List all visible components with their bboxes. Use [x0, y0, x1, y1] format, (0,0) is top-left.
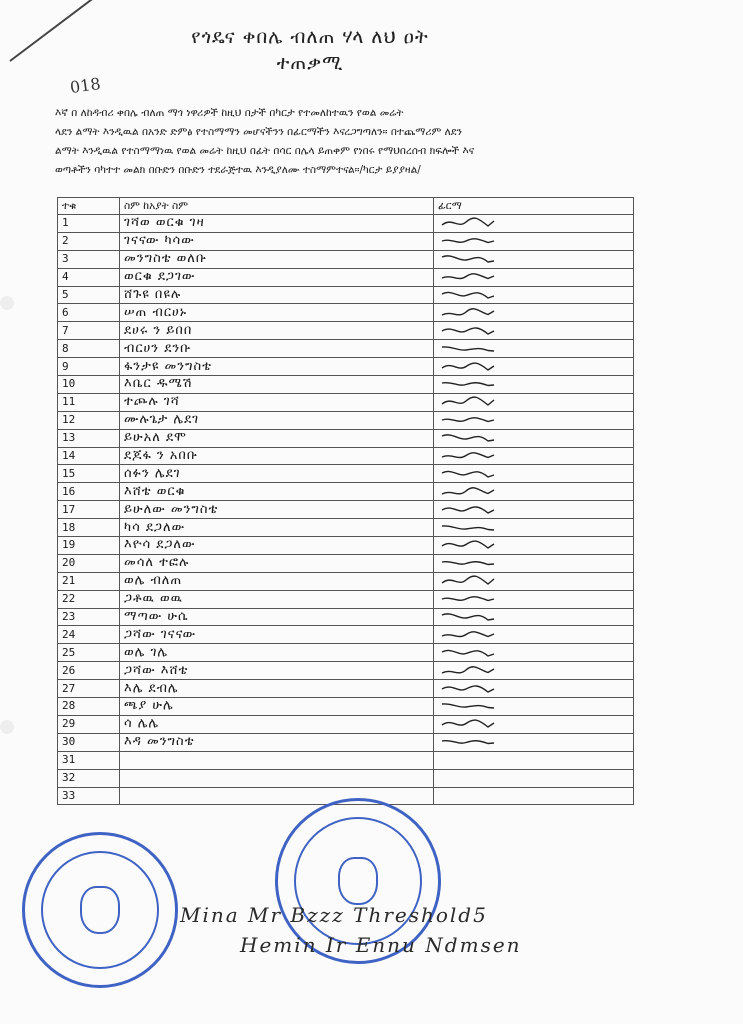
row-number: 30: [58, 733, 120, 751]
row-signature: [434, 411, 634, 429]
signature-scribble-icon: [438, 413, 498, 427]
signature-scribble-icon: [438, 324, 498, 338]
row-name: ካሳ ደጋለው: [120, 519, 434, 537]
row-number: 6: [58, 304, 120, 322]
signature-scribble-icon: [438, 699, 498, 713]
row-signature: [434, 376, 634, 394]
row-signature: [434, 626, 634, 644]
table-row: [58, 250, 634, 268]
row-signature: [434, 393, 634, 411]
row-name: ፋንታዩ መንግስቴ: [120, 358, 434, 376]
row-name: ተጮሉ ገሻ: [120, 393, 434, 411]
signature-scribble-icon: [438, 449, 498, 463]
row-number: 20: [58, 554, 120, 572]
table-row: [58, 215, 634, 233]
row-signature: [434, 465, 634, 483]
signature-scribble-icon: [438, 592, 498, 606]
row-number: 3: [58, 250, 120, 268]
signature-scribble-icon: [438, 735, 498, 749]
handwritten-line-2: Hemin Ir Ennu Ndmsen: [240, 933, 522, 957]
signature-scribble-icon: [438, 503, 498, 517]
emblem-icon: [80, 886, 120, 934]
row-signature: [434, 429, 634, 447]
signature-scribble-icon: [438, 538, 498, 552]
table-row: [58, 733, 634, 751]
table-row: [58, 411, 634, 429]
signature-scribble-icon: [438, 521, 498, 535]
header-number: ተቁ: [58, 198, 120, 215]
row-name: ሠጠ ብርሀኑ: [120, 304, 434, 322]
row-signature: [434, 322, 634, 340]
row-name: ሰፉን ሌደገ: [120, 465, 434, 483]
table-row: [58, 232, 634, 250]
signature-scribble-icon: [438, 717, 498, 731]
table-row: [58, 483, 634, 501]
row-name: ማጣው ሁሴ: [120, 608, 434, 626]
row-signature: [434, 733, 634, 751]
row-number: 1: [58, 215, 120, 233]
row-name: ሳ ሌሌ: [120, 715, 434, 733]
row-number: 21: [58, 572, 120, 590]
signature-scribble-icon: [438, 431, 498, 445]
title-line-1: የጎዴና ቀበሌ ብለጠ ሃላ ለህ ዐት: [191, 26, 429, 48]
row-number: 28: [58, 698, 120, 716]
row-signature: [434, 590, 634, 608]
official-stamp-left: [22, 832, 178, 988]
signature-scribble-icon: [438, 288, 498, 302]
table-row: [58, 322, 634, 340]
reference-number: 018: [68, 73, 102, 98]
row-number: 4: [58, 268, 120, 286]
row-number: 32: [58, 769, 120, 787]
row-number: 18: [58, 519, 120, 537]
signature-scribble-icon: [438, 216, 498, 230]
table-row: [58, 590, 634, 608]
row-name: ገሻወ ወርቁ ገዛ: [120, 215, 434, 233]
row-name: ደጆፋ ን አበቡ: [120, 447, 434, 465]
table-row: [58, 519, 634, 537]
signature-scribble-icon: [438, 377, 498, 391]
row-signature: [434, 232, 634, 250]
row-name: ጋቶዉ ወዉ: [120, 590, 434, 608]
row-number: 5: [58, 286, 120, 304]
row-name: እሸቴ ወርቁ: [120, 483, 434, 501]
row-name: ጋሻው እሸቴ: [120, 662, 434, 680]
row-signature: [434, 644, 634, 662]
row-name: ገናናው ካሳው: [120, 232, 434, 250]
signature-scribble-icon: [438, 360, 498, 374]
row-number: 26: [58, 662, 120, 680]
table-row: [58, 626, 634, 644]
table-row: [58, 447, 634, 465]
row-name: ጫያ ሁሌ: [120, 698, 434, 716]
row-signature: [434, 751, 634, 769]
row-number: 2: [58, 232, 120, 250]
row-signature: [434, 554, 634, 572]
row-number: 27: [58, 680, 120, 698]
row-number: 33: [58, 787, 120, 805]
row-name: ወሌ ገሌ: [120, 644, 434, 662]
table-row: [58, 376, 634, 394]
row-name: ብርሀን ደንቡ: [120, 340, 434, 358]
punch-hole: [0, 720, 14, 734]
row-number: 8: [58, 340, 120, 358]
row-name: እሌ ደብሌ: [120, 680, 434, 698]
row-number: 16: [58, 483, 120, 501]
signature-scribble-icon: [438, 467, 498, 481]
signature-scribble-icon: [438, 646, 498, 660]
intro-line: ላደን ልማት እንዲዉል በአንድ ድምፅ የተስማማን መሆናችንን በፊርማችን እናረጋግጣለን። በተጨማሪም ለደን: [55, 126, 463, 138]
table-row: [58, 358, 634, 376]
row-name: እዮሳ ደጋለው: [120, 537, 434, 555]
intro-line: እኛ በ ለከዳብሪ ቀበሌ ብለጠ ማጎ ነዋሪዎች ከዚህ በታች በካርታ የተመለከተዉን የወል መሬት: [55, 107, 404, 119]
row-name: ደሀሩ ን ይበበ: [120, 322, 434, 340]
row-number: 22: [58, 590, 120, 608]
punch-hole: [0, 296, 14, 310]
signature-scribble-icon: [438, 664, 498, 678]
row-number: 13: [58, 429, 120, 447]
signature-scribble-icon: [438, 628, 498, 642]
table-row: [58, 501, 634, 519]
handwritten-line-1: Mina Mr Bzzz Threshold5: [180, 903, 488, 927]
table-row: [58, 715, 634, 733]
row-name: ወርቁ ደጋገው: [120, 268, 434, 286]
table-row: [58, 465, 634, 483]
table-row: [58, 554, 634, 572]
intro-paragraph: [55, 104, 645, 180]
table-row: [58, 537, 634, 555]
row-signature: [434, 215, 634, 233]
table-row: [58, 393, 634, 411]
row-name: ወሌ ብለጠ: [120, 572, 434, 590]
row-signature: [434, 358, 634, 376]
row-name: [120, 751, 434, 769]
row-number: 14: [58, 447, 120, 465]
row-number: 12: [58, 411, 120, 429]
table-row: [58, 268, 634, 286]
row-signature: [434, 787, 634, 805]
row-name: ጋሻው ገናናው: [120, 626, 434, 644]
title-line-2: ተጠቃሚ: [276, 52, 344, 74]
row-signature: [434, 680, 634, 698]
table-header-row: [58, 198, 634, 215]
table-row: [58, 751, 634, 769]
row-signature: [434, 268, 634, 286]
row-signature: [434, 483, 634, 501]
row-name: ይሁአለ ደሞ: [120, 429, 434, 447]
document-title: [140, 24, 480, 76]
table-row: [58, 698, 634, 716]
row-number: 24: [58, 626, 120, 644]
row-signature: [434, 608, 634, 626]
row-signature: [434, 304, 634, 322]
signature-scribble-icon: [438, 556, 498, 570]
table-row: [58, 304, 634, 322]
corner-slash: [9, 0, 114, 62]
row-signature: [434, 769, 634, 787]
row-signature: [434, 286, 634, 304]
row-signature: [434, 537, 634, 555]
row-number: 29: [58, 715, 120, 733]
row-signature: [434, 519, 634, 537]
table-row: [58, 429, 634, 447]
signature-scribble-icon: [438, 574, 498, 588]
row-signature: [434, 447, 634, 465]
row-number: 9: [58, 358, 120, 376]
table-row: [58, 286, 634, 304]
signature-scribble-icon: [438, 395, 498, 409]
table-row: [58, 608, 634, 626]
row-number: 15: [58, 465, 120, 483]
emblem-icon: [338, 857, 378, 905]
row-signature: [434, 698, 634, 716]
table-row: [58, 340, 634, 358]
table-row: [58, 572, 634, 590]
row-number: 31: [58, 751, 120, 769]
row-name: ይሁለው መንግስቴ: [120, 501, 434, 519]
signature-scribble-icon: [438, 306, 498, 320]
signature-scribble-icon: [438, 610, 498, 624]
row-signature: [434, 715, 634, 733]
row-number: 17: [58, 501, 120, 519]
row-signature: [434, 572, 634, 590]
row-name: እቤር ዱሜሽ: [120, 376, 434, 394]
table-row: [58, 769, 634, 787]
row-name: መሳለ ተፎሉ: [120, 554, 434, 572]
row-signature: [434, 662, 634, 680]
table-row: [58, 662, 634, 680]
row-number: 23: [58, 608, 120, 626]
row-name: መንግስቴ ወለቡ: [120, 250, 434, 268]
intro-line: ልማት እንዲዉል የተስማማነዉ የወል መሬት ከዚህ በፊት በሳር በሌላ ይጠቀም የነበሩ የማህበረሰብ ክፍሎች እና: [55, 145, 475, 157]
row-signature: [434, 501, 634, 519]
table-row: [58, 644, 634, 662]
intro-line: ወጣቶችን ባካተተ መልክ በቡድን በቡድን ተደራጅተዉ እንዲያለሙ ተስማምተናል።/ካርታ ይያያዛል/: [55, 164, 421, 176]
signature-table: [57, 197, 633, 805]
row-number: 19: [58, 537, 120, 555]
row-name: [120, 769, 434, 787]
row-number: 10: [58, 376, 120, 394]
signature-scribble-icon: [438, 252, 498, 266]
row-number: 11: [58, 393, 120, 411]
row-number: 25: [58, 644, 120, 662]
signature-scribble-icon: [438, 270, 498, 284]
signature-scribble-icon: [438, 682, 498, 696]
signature-scribble-icon: [438, 485, 498, 499]
handwritten-footer: [180, 900, 700, 960]
header-name: ስም ከአያት ስም: [120, 198, 434, 215]
row-signature: [434, 340, 634, 358]
header-signature: ፊርማ: [434, 198, 634, 215]
row-name: ሙሉጌታ ሌደገ: [120, 411, 434, 429]
row-signature: [434, 250, 634, 268]
signature-scribble-icon: [438, 234, 498, 248]
table-row: [58, 680, 634, 698]
signature-scribble-icon: [438, 342, 498, 356]
row-name: ሸጉዩ በዩሉ: [120, 286, 434, 304]
row-name: እዳ መንግስቴ: [120, 733, 434, 751]
row-number: 7: [58, 322, 120, 340]
